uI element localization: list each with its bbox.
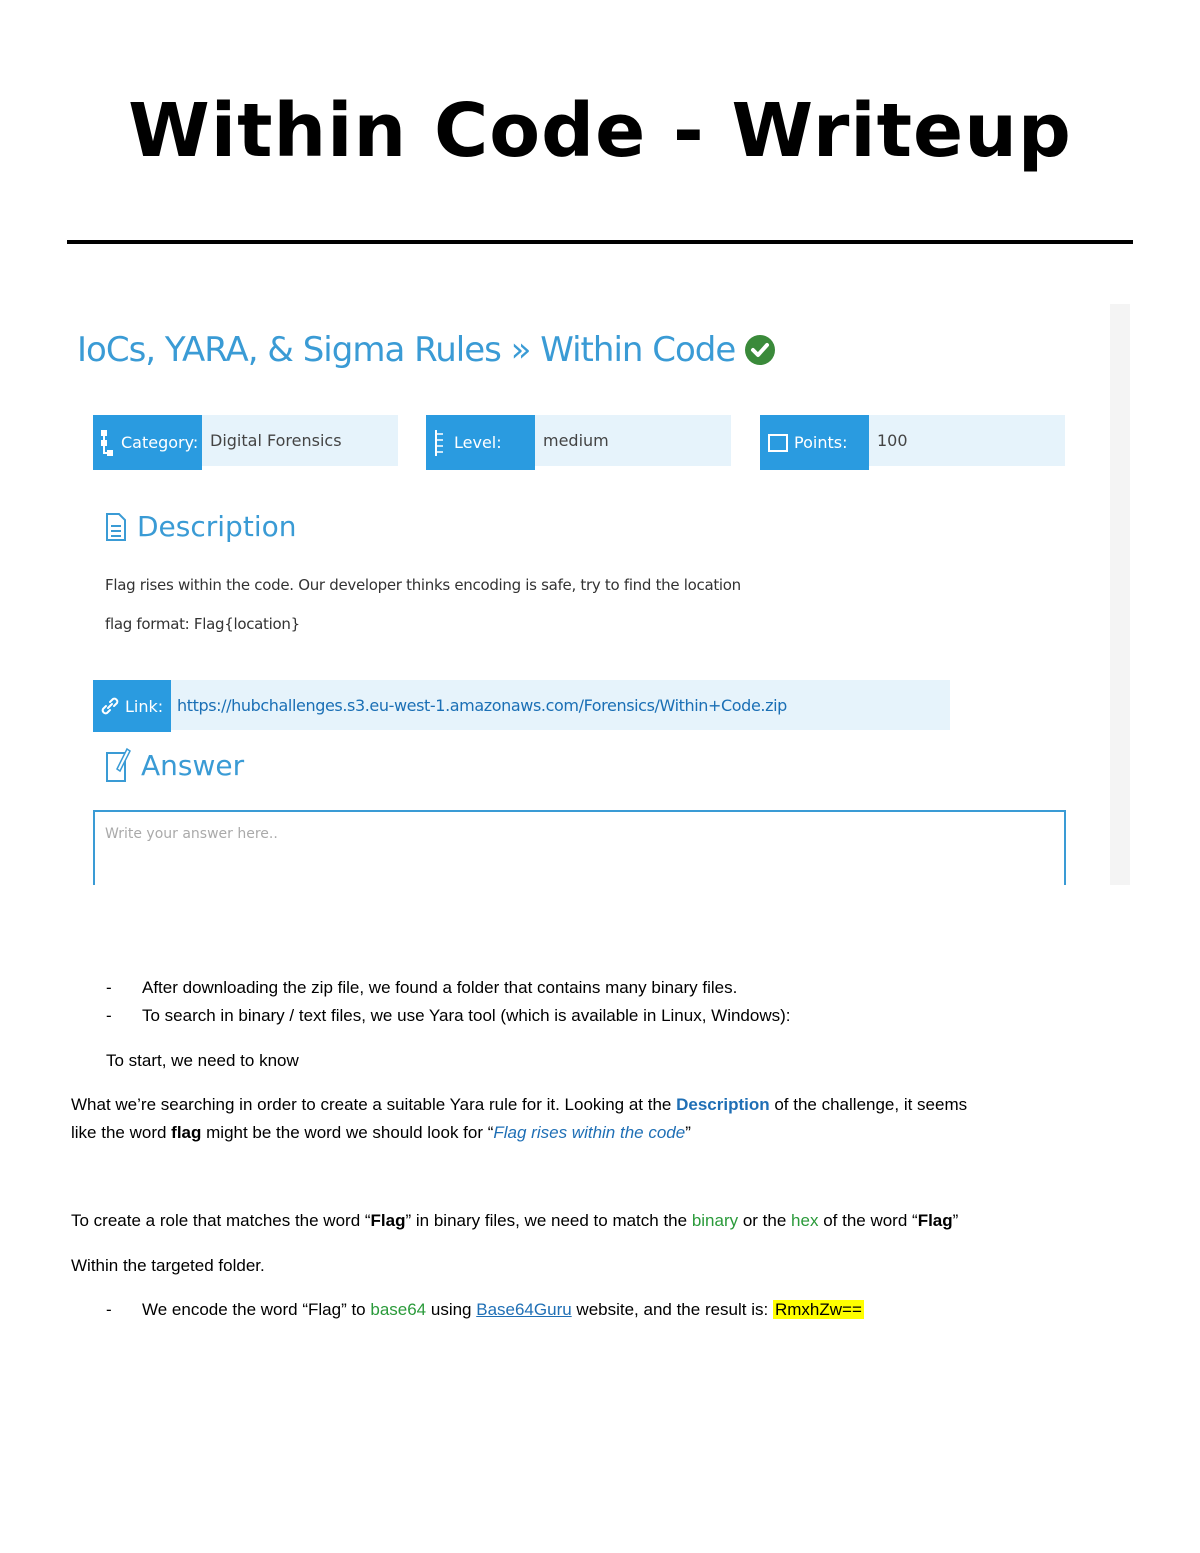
hex-emphasis: hex — [791, 1211, 819, 1230]
document-icon — [105, 512, 127, 542]
link-label: Link: — [125, 696, 164, 716]
result-highlight: RmxhZw== — [774, 1300, 862, 1319]
bullet-3-text-b: using — [426, 1300, 477, 1319]
scrollbar — [1110, 304, 1130, 885]
info-level-value: medium — [535, 415, 731, 466]
bullet-1: After downloading the zip file, we found a folder that contains many binary files. — [142, 978, 738, 997]
paragraph-2-text-c: ” — [685, 1123, 691, 1142]
info-points-label: Points: — [794, 433, 848, 452]
paragraph-3 — [71, 1211, 958, 1231]
check-circle-icon — [745, 335, 775, 365]
binary-emphasis: binary — [691, 1211, 739, 1230]
info-category-value: Digital Forensics — [202, 415, 398, 466]
paragraph-4: Within the targeted folder. — [71, 1256, 265, 1275]
info-category-key — [93, 415, 202, 470]
bullet-3-text-a: We encode the word “Flag” to — [142, 1300, 371, 1319]
description-heading-text: Description — [137, 510, 297, 543]
flag-emphasis: Flag — [917, 1211, 953, 1230]
breadcrumb — [77, 330, 775, 370]
info-level — [426, 415, 731, 470]
bullet-dash: - — [106, 978, 112, 997]
info-level-label: Level: — [454, 433, 502, 452]
link-key — [93, 680, 171, 732]
paragraph-3-text-c: or the — [738, 1211, 792, 1230]
link-row — [93, 680, 950, 732]
info-points — [760, 415, 1065, 470]
breadcrumb-text: IoCs, YARA, & Sigma Rules » Within Code — [77, 330, 736, 370]
flag-emphasis: flag — [171, 1123, 202, 1142]
info-points-value: 100 — [869, 415, 1065, 466]
paragraph-1 — [71, 1095, 967, 1115]
answer-input[interactable]: Write your answer here.. — [93, 810, 1066, 885]
challenge-screenshot — [67, 300, 1130, 885]
challenge-link[interactable]: https://hubchallenges.s3.eu-west-1.amazonaws.com/Forensics/Within+Code.zip — [171, 680, 950, 730]
base64guru-link[interactable]: Base64Guru — [476, 1300, 572, 1319]
hierarchy-icon — [101, 430, 115, 456]
paragraph-1-text-a: What we’re searching in order to create a suitable Yara rule for it. Looking at the — [71, 1095, 677, 1114]
info-category — [93, 415, 398, 470]
to-start-line: To start, we need to know — [106, 1051, 299, 1070]
paragraph-2-text-a: like the word — [71, 1123, 172, 1142]
paragraph-3-text-a: To create a role that matches the word “ — [71, 1211, 371, 1230]
link-icon — [99, 695, 121, 717]
paragraph-3-text-e: ” — [952, 1211, 959, 1230]
base64-emphasis: base64 — [370, 1300, 427, 1319]
bullet-dash: - — [106, 1300, 112, 1319]
flag-emphasis: Flag — [370, 1211, 406, 1230]
paragraph-1-text-b: of the challenge, it seems — [769, 1095, 968, 1114]
info-level-key — [426, 415, 535, 470]
square-icon — [768, 434, 788, 452]
info-points-key — [760, 415, 869, 470]
paragraph-3-text-b: ” in binary files, we need to match the — [405, 1211, 692, 1230]
level-icon — [434, 428, 448, 458]
document-title: Within Code - Writeup — [128, 88, 1072, 174]
info-category-label: Category: — [121, 433, 199, 452]
paragraph-2-text-b: might be the word we should look for “ — [201, 1123, 494, 1142]
edit-icon — [105, 745, 131, 785]
title-divider — [67, 240, 1133, 244]
bullet-3 — [142, 1300, 864, 1320]
answer-heading — [105, 745, 244, 785]
paragraph-3-text-d: of the word “ — [818, 1211, 918, 1230]
flag-format-text: flag format: Flag{location} — [105, 615, 300, 633]
description-heading — [105, 510, 296, 543]
description-emphasis: Description — [676, 1095, 770, 1114]
answer-heading-text: Answer — [141, 748, 245, 782]
quote-text: Flag rises within the code — [493, 1123, 686, 1142]
bullet-2: To search in binary / text files, we use Yara tool (which is available in Linux, Windows): — [142, 1006, 791, 1025]
bullet-dash: - — [106, 1006, 112, 1025]
description-text: Flag rises within the code. Our developer thinks encoding is safe, try to find the location — [105, 576, 741, 594]
bullet-3-text-c: website, and the result is: — [571, 1300, 773, 1319]
paragraph-2 — [71, 1123, 691, 1143]
